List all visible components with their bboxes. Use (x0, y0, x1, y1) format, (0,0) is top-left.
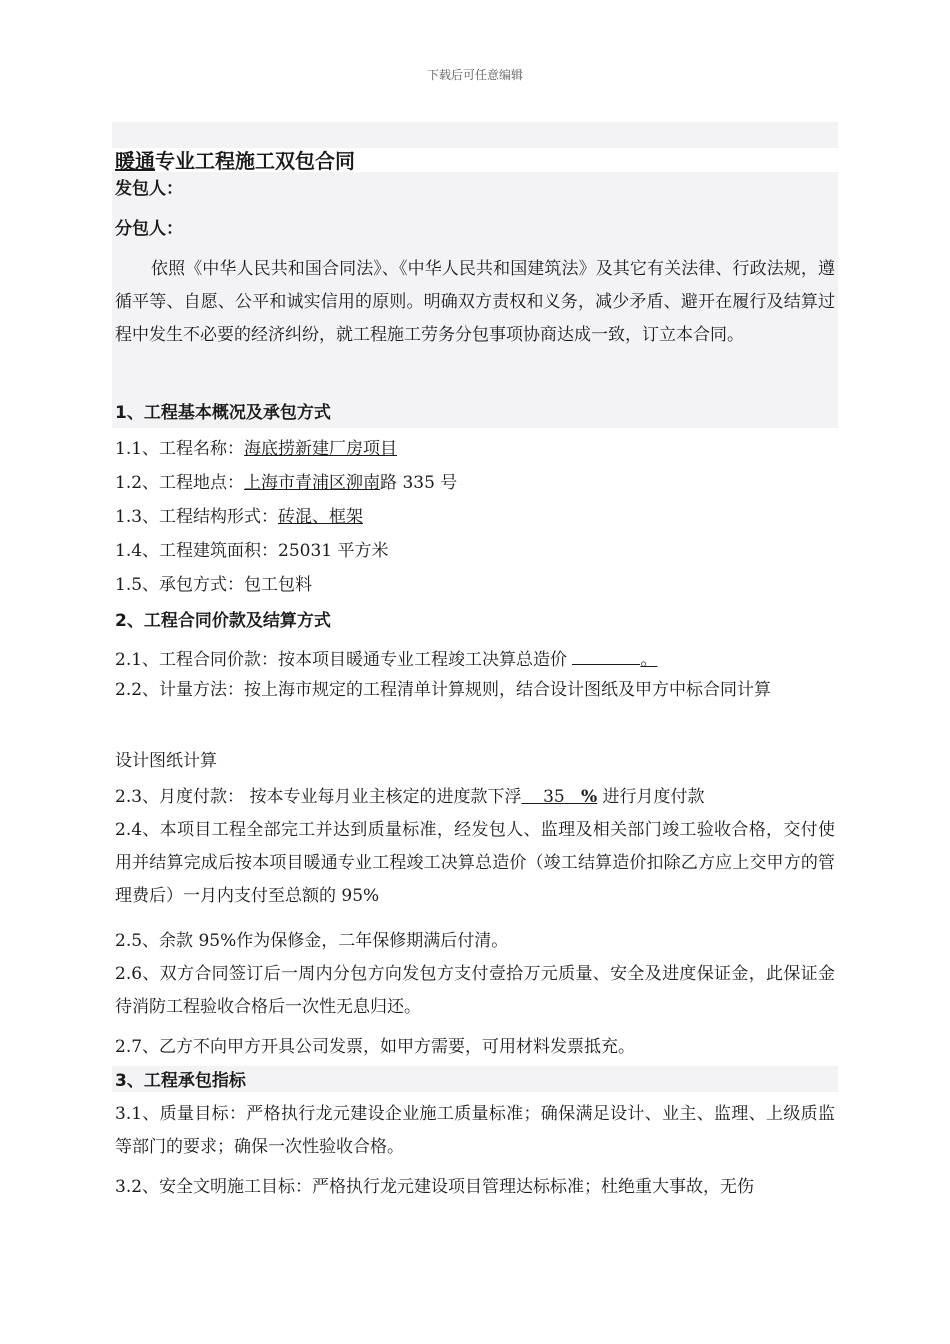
item-1-5 (115, 574, 312, 596)
item-2-3 (115, 786, 705, 808)
shade-band (112, 122, 838, 148)
item-1-2 (115, 472, 457, 494)
section2-heading: 2、工程合同价款及结算方式 (115, 611, 331, 631)
item-2-5: 2.5、余款 95%作为保修金，二年保修期满后付清。 (115, 931, 509, 951)
item-suffix: 路 335 号 (380, 473, 458, 493)
item-label: 1.1、工程名称： (115, 439, 245, 459)
item-suffix: 25031 平方米 (278, 541, 389, 561)
item-1-1 (115, 438, 397, 460)
blank-field (572, 646, 640, 665)
item-value: 砖混、框架 (278, 507, 364, 527)
item-label: 1.5、承包方式： (115, 575, 245, 595)
item-3-2: 3.2、安全文明施工目标：严格执行龙元建设项目管理达标标准；杜绝重大事故，无伤 (115, 1177, 755, 1197)
party-b-label: 分包人： (115, 219, 183, 239)
item-label: 1.2、工程地点： (115, 473, 245, 493)
item-label: 1.3、工程结构形式： (115, 507, 279, 527)
item-2-4: 2.4、本项目工程全部完工并达到质量标准，经发包人、监理及相关部门竣工验收合格，交付使用并结算完成后按本项目暖通专业工程竣工决算总造价（竣工结算造价扣除乙方应上交甲方的管理费后）一月内支付至总额的 95% (115, 820, 835, 906)
item-end: 。 (640, 650, 658, 670)
item-value: 35 % (543, 787, 598, 807)
document-title (115, 150, 355, 172)
item-1-3 (115, 506, 363, 528)
item-label: 2.1、工程合同价款：按本项目暖通专业工程竣工决算总造价 (115, 650, 568, 670)
item-1-4 (115, 540, 389, 562)
item-label: 2.3、月度付款： 按本专业每月业主核定的进度款下浮 (115, 787, 522, 807)
intro-paragraph: 依照《中华人民共和国合同法》、《中华人民共和国建筑法》及其它有关法律、行政法规，遵循平等、自愿、公平和诚实信用的原则。明确双方责权和义务，减少矛盾、避开在履行及结算过程中发生不必要的经济纠纷，就工程施工劳务分包事项协商达成一致，订立本合同。 (115, 259, 835, 345)
item-2-7: 2.7、乙方不向甲方开具公司发票，如甲方需要，可用材料发票抵充。 (115, 1037, 636, 1057)
party-a-label: 发包人： (115, 179, 183, 199)
item-2-6: 2.6、双方合同签订后一周内分包方向发包方支付壹拾万元质量、安全及进度保证金，此保证金待消防工程验收合格后一次性无息归还。 (115, 964, 835, 1017)
item-value: 上海市青浦区泖南 (244, 473, 381, 493)
item-3-1: 3.1、质量目标：严格执行龙元建设企业施工质量标准；确保满足设计、业主、监理、上级质监等部门的要求；确保一次性验收合格。 (115, 1104, 835, 1157)
item-value: 海底捞新建厂房项目 (244, 439, 398, 459)
title-rest: 专业工程施工双包合同 (155, 149, 355, 173)
title-underlined: 暖通 (115, 149, 155, 173)
item-suffix: 包工包料 (244, 575, 313, 595)
item-2-2-cont: 设计图纸计算 (115, 751, 217, 771)
header-note: 下载后可任意编辑 (426, 68, 523, 82)
section1-heading: 1、工程基本概况及承包方式 (115, 403, 331, 423)
item-2-1 (115, 646, 657, 671)
item-end: 进行月度付款 (597, 787, 705, 807)
item-2-2: 2.2、计量方法：按上海市规定的工程清单计算规则，结合设计图纸及甲方中标合同计算 (115, 680, 772, 700)
section3-heading: 3、工程承包指标 (115, 1071, 246, 1091)
item-label: 1.4、工程建筑面积： (115, 541, 279, 561)
